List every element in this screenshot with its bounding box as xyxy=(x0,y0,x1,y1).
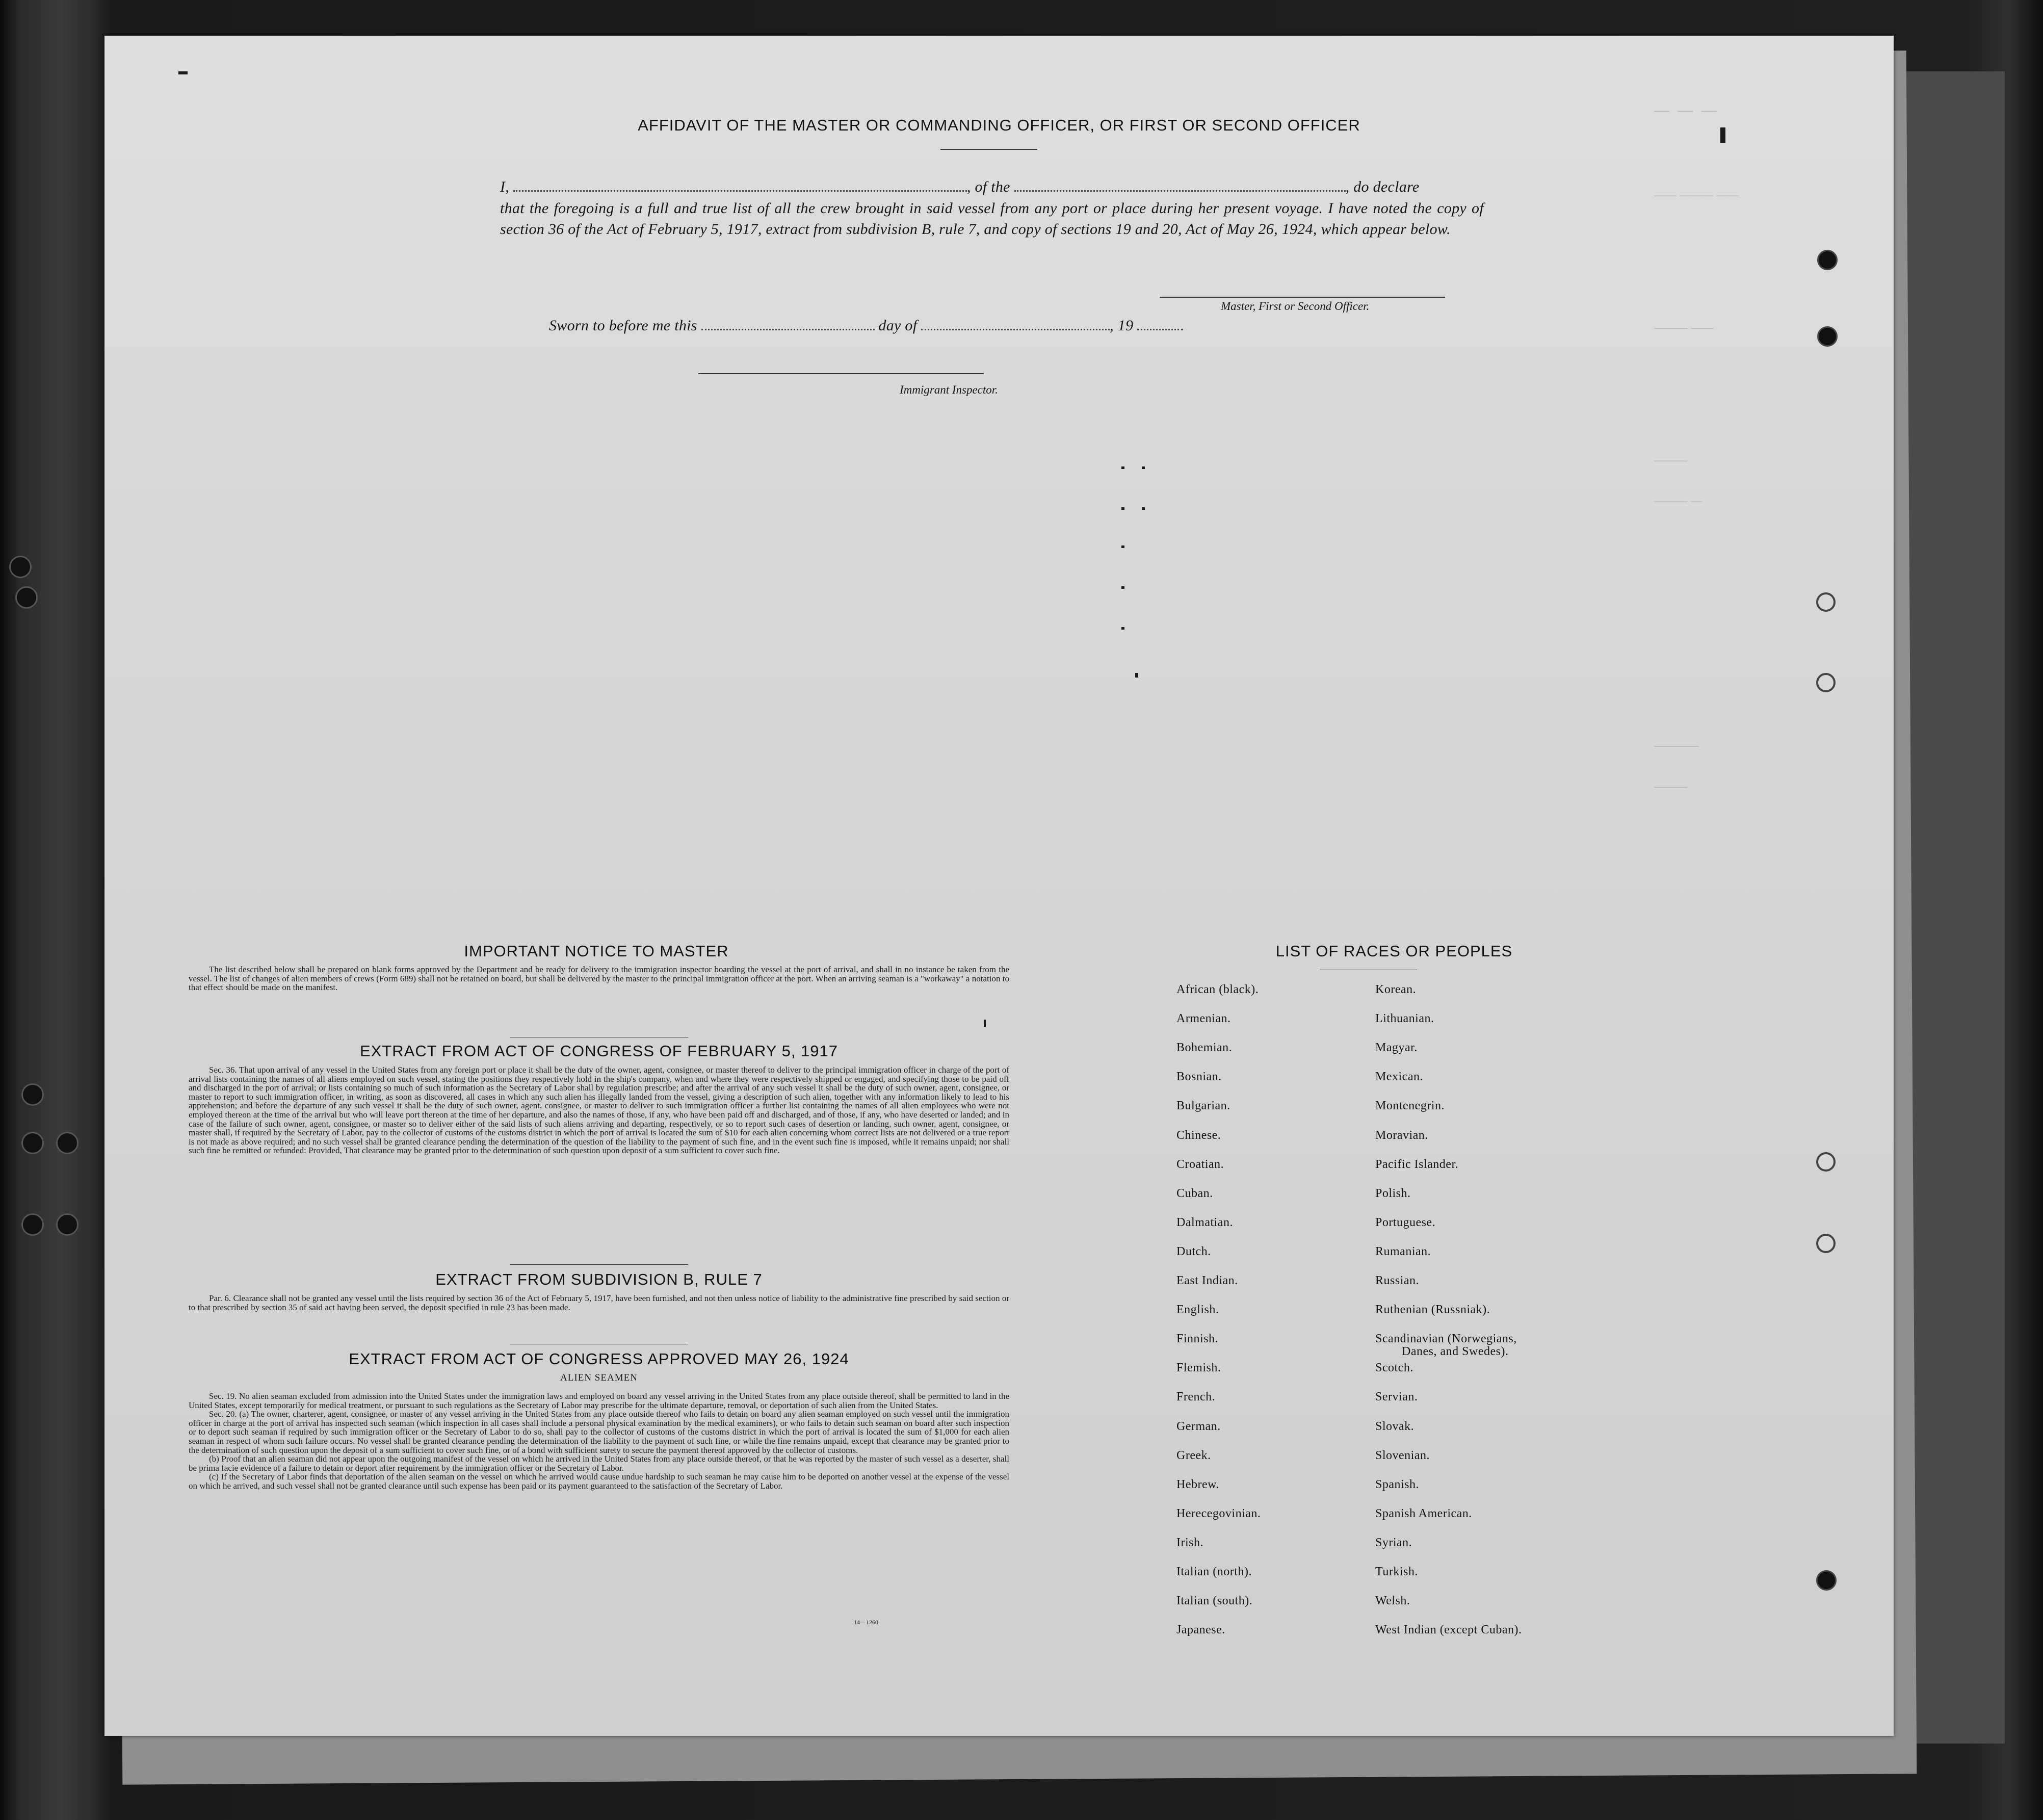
race-item: Spanish American. xyxy=(1375,1506,1472,1520)
sworn-month-field[interactable] xyxy=(921,324,1110,330)
race-item: Italian (north). xyxy=(1176,1565,1252,1578)
name-field[interactable] xyxy=(513,185,967,192)
race-item: Russian. xyxy=(1375,1274,1420,1287)
extract2-body xyxy=(189,1294,1009,1312)
stray-mark xyxy=(1142,507,1145,510)
binder-hole xyxy=(21,1132,44,1154)
punch-hole xyxy=(1816,673,1836,692)
binder-hole xyxy=(9,556,32,578)
bleed-through-text: —— ——— —— xyxy=(1654,189,1739,201)
signature-caption: Master, First or Second Officer. xyxy=(1221,300,1370,313)
race-item: Welsh. xyxy=(1375,1594,1410,1608)
punch-hole xyxy=(1817,326,1838,347)
race-item: Slovenian. xyxy=(1375,1448,1430,1462)
races-title: LIST OF RACES OR PEOPLES xyxy=(1275,942,1513,960)
notice-body xyxy=(189,965,1009,992)
race-item: Portuguese. xyxy=(1375,1215,1436,1229)
race-item: Chinese. xyxy=(1176,1128,1221,1142)
race-item: Herecegovinian. xyxy=(1176,1506,1261,1520)
race-item: Japanese. xyxy=(1176,1623,1225,1637)
race-item: Hebrew. xyxy=(1176,1477,1219,1491)
extract3-sec20c: (c) If the Secretary of Labor finds that deportation of the alien seaman on the vessel on which he arrived would cause undue hardship to such seaman he may cause him to be deported on another vessel at the expense of the vessel on which he arrived, and such vessel shall not be granted clearance until such expense has been paid or its payment guaranteed to the satisfaction of the Secretary of Labor. xyxy=(189,1472,1009,1491)
race-item: Rumanian. xyxy=(1375,1244,1431,1258)
inspector-caption: Immigrant Inspector. xyxy=(900,383,998,396)
sworn-year-label: , 19 xyxy=(1110,317,1134,334)
race-item: Slovak. xyxy=(1375,1419,1415,1433)
race-item: Irish. xyxy=(1176,1536,1203,1549)
bleed-through-text: ——— — xyxy=(1654,495,1702,507)
race-item: English. xyxy=(1176,1303,1219,1317)
extract3-sec20b: (b) Proof that an alien seaman did not appear upon the outgoing manifest of the vessel on which he arrived in the United States from any place outside thereof, or that he was reported by the master of such vessel as a deserter, shall be prima facie evidence of a failure to detain or deport after requirement by the immigration officer or the Secretary of Labor. xyxy=(189,1454,1009,1473)
binder-hole xyxy=(21,1213,44,1236)
stray-mark xyxy=(1121,507,1124,510)
extract3-sec19: Sec. 19. No alien seaman excluded from admission into the United States under the immigration laws and employed on board any vessel arriving in the United States from any place outside thereof, shall be permitted to land in the United States, except temporarily for medical treatment, or pursuant to such regulations as the Secretary of Labor may prescribe for the ultimate departure, removal, or deportation of such alien from the United States. xyxy=(189,1391,1009,1410)
race-item: Bosnian. xyxy=(1176,1070,1222,1084)
sworn-prefix: Sworn to before me this xyxy=(549,317,697,334)
binder-hole xyxy=(56,1132,78,1154)
race-item: Magyar. xyxy=(1375,1041,1418,1055)
race-item: Polish. xyxy=(1375,1186,1411,1200)
race-item: Spanish. xyxy=(1375,1477,1420,1491)
stray-mark xyxy=(1121,466,1124,469)
affidavit-declare-label: , do declare xyxy=(1345,178,1420,195)
race-item: German. xyxy=(1176,1419,1221,1433)
race-item: West Indian (except Cuban). xyxy=(1375,1623,1522,1637)
race-item: Lithuanian. xyxy=(1375,1012,1434,1026)
stray-mark xyxy=(1121,586,1124,589)
title-underline xyxy=(940,149,1037,150)
punch-hole xyxy=(1816,1570,1837,1591)
extract3-sec20a: Sec. 20. (a) The owner, charterer, agent, consignee, or master of any vessel arriving in the United States from any place outside thereof who fails to detain on board any alien seaman employed on such vessel until the immigration officer in charge at the port of arrival has inspected such seaman (which inspection in all cases shall include a personal physical examination by the medical examiners), or who fails to detain such seaman on board after such inspection or to deport such seaman if required by such immigration officer or the Secretary of Labor to do so, shall pay to the collector of customs of the customs district in which the port of arrival is located the sum of $1,000 for each alien seaman in respect of whom such failure occurs. No vessel shall be granted clearance pending the determination of the liability to the payment of such fine, or while the fine remains unpaid, except that clearance may be granted prior to the determination of such question upon the deposit of a sum sufficient to cover such fine, or of a bond with sufficient surety to secure the payment thereof approved by the collector of customs. xyxy=(189,1409,1009,1455)
sworn-day-field[interactable] xyxy=(701,324,875,330)
inspector-signature-line[interactable] xyxy=(698,373,984,374)
stray-mark xyxy=(984,1020,986,1027)
race-item: Pacific Islander. xyxy=(1375,1157,1459,1171)
extract1-title: EXTRACT FROM ACT OF CONGRESS OF FEBRUARY 5, 1917 xyxy=(359,1042,839,1060)
punch-hole xyxy=(1816,592,1836,612)
race-item: Scotch. xyxy=(1375,1361,1413,1375)
form-number: 14—1260 xyxy=(854,1619,878,1626)
race-item-continuation: Danes, and Swedes). xyxy=(1402,1345,1509,1358)
race-item: Bohemian. xyxy=(1176,1041,1233,1055)
bleed-through-text: ——— xyxy=(1654,780,1688,793)
vessel-field[interactable] xyxy=(1014,185,1346,192)
extract1-text: Sec. 36. That upon arrival of any vessel in the United States from any foreign port or place it shall be the duty of the owner, agent, consignee, or master thereof to deliver to the principal immigration officer in charge of the port of arrival lists containing the names of all aliens employed on such vessel, stating the positions they respectively hold in the ship's company, when and where they were respectively shipped or engaged, and specifying those to be paid off and discharged in the port of arrival; or lists containing so much of such information as the Secretary of Labor shall by regulation prescribe; and after the arrival of any such vessel it shall be the duty of such owner, agent, consignee, or master to report to such immigration officer, in writing, as soon as discovered, all cases in which any such alien has illegally landed from the vessel, giving a description of such alien, together with any information likely to lead to his apprehension; and before the departure of any such vessel it shall be the duty of such owner, agent, consignee, or master to deliver to such immigration officer a further list containing the names of all alien employees who were not employed thereon at the time of the arrival but who will leave port thereon at the time of her departure, and also the names of those, if any, who have been paid off and discharged, and of those, if any, who have deserted or landed; and in case of the failure of such owner, agent, consignee, or master so to deliver either of the said lists of such aliens arriving and departing, respectively, or so to report such cases of desertion or landing, such owner, agent, consignee, or master shall, if required by the Secretary of Labor, pay to the collector of customs of the customs district in which the port of arrival is located the sum of $10 for each alien concerning whom correct lists are not delivered or a true report is not made as above required; and no such vessel shall be granted clearance pending the determination of the question of the liability to the payment of such fine, and in the event such fine is imposed, while it remains unpaid; nor shall such fine be remitted or refunded: Provided, That clearance may be granted prior to the determination of such question upon deposit of a sum sufficient to cover such fine. xyxy=(189,1065,1009,1156)
race-item: East Indian. xyxy=(1176,1274,1238,1287)
affidavit-i-label: I, xyxy=(500,178,510,195)
extract1-body xyxy=(189,1065,1009,1155)
binder-hole xyxy=(56,1213,78,1236)
race-item: French. xyxy=(1176,1390,1216,1404)
bleed-through-text: ——— xyxy=(1654,454,1688,466)
binder-hole xyxy=(15,586,38,609)
extract3-subtitle: ALIEN SEAMEN xyxy=(560,1372,638,1383)
stray-mark xyxy=(1142,466,1145,469)
stray-mark xyxy=(1121,545,1124,548)
affidavit-of-the-label: , of the xyxy=(966,178,1010,195)
document-page xyxy=(104,36,1894,1736)
race-item: Armenian. xyxy=(1176,1012,1231,1026)
race-item: Turkish. xyxy=(1375,1565,1418,1578)
race-item: Servian. xyxy=(1375,1390,1418,1404)
punch-hole xyxy=(1816,1152,1836,1172)
race-item: Scandinavian (Norwegians, xyxy=(1375,1332,1517,1346)
race-item: Cuban. xyxy=(1176,1186,1213,1200)
notice-text: The list described below shall be prepared on blank forms approved by the Department and be ready for delivery to the immigration inspector boarding the vessel at the port of arrival, and shall in no instance be taken from the vessel. The list of changes of alien members of crews (Form 689) shall not be retained on board, but shall be delivered by the master to the principal immigration officer at the port. When an arriving seaman is a "workaway" a notation to that effect should be made on the manifest. xyxy=(189,965,1009,993)
sworn-day-label: day of xyxy=(878,317,918,334)
extract3-body xyxy=(189,1392,1009,1491)
race-item: African (black). xyxy=(1176,983,1259,996)
affidavit-line1 xyxy=(500,176,1484,197)
stray-mark xyxy=(1135,673,1138,678)
sworn-year-field[interactable] xyxy=(1137,324,1183,330)
race-item: Finnish. xyxy=(1176,1332,1219,1346)
race-item: Dalmatian. xyxy=(1176,1215,1233,1229)
extract2-text: Par. 6. Clearance shall not be granted any vessel until the lists required by section 36 of the Act of February 5, 1917, have been furnished, and not then unless notice of liability to the administrative fine prescribed by said section or to that prescribed by section 35 of said act having been served, the deposit specified in rule 23 has been made. xyxy=(189,1293,1009,1312)
stray-mark xyxy=(178,71,188,74)
race-item: Montenegrin. xyxy=(1375,1099,1445,1113)
race-item: Croatian. xyxy=(1176,1157,1224,1171)
race-item: Flemish. xyxy=(1176,1361,1221,1375)
race-item: Italian (south). xyxy=(1176,1594,1253,1608)
race-item: Greek. xyxy=(1176,1448,1211,1462)
race-item: Mexican. xyxy=(1375,1070,1423,1084)
bleed-through-text: — — — xyxy=(1654,102,1719,119)
sworn-line xyxy=(549,315,1263,336)
race-item: Moravian. xyxy=(1375,1128,1428,1142)
race-item: Korean. xyxy=(1375,983,1417,996)
affidavit-title: AFFIDAVIT OF THE MASTER OR COMMANDING OFFICER, OR FIRST OR SECOND OFFICER xyxy=(638,116,1360,134)
race-item: Dutch. xyxy=(1176,1244,1211,1258)
binder-hole xyxy=(21,1083,44,1106)
section-divider xyxy=(510,1264,688,1265)
stray-mark xyxy=(1121,627,1124,630)
extract2-title: EXTRACT FROM SUBDIVISION B, RULE 7 xyxy=(435,1270,763,1288)
signature-line[interactable] xyxy=(1160,297,1445,298)
race-item: Ruthenian (Russniak). xyxy=(1375,1303,1490,1317)
notice-title: IMPORTANT NOTICE TO MASTER xyxy=(464,942,729,960)
affidavit-body: that the foregoing is a full and true list of all the crew brought in said vessel from any port or place during her present voyage. I have noted the copy of section 36 of the Act of February 5, 1917, extract from subdivision B, rule 7, and copy of sections 19 and 20, Act of May 26, 1924, which appear below. xyxy=(500,200,1484,238)
punch-hole xyxy=(1816,1234,1836,1253)
punch-hole xyxy=(1817,250,1838,270)
bleed-through-text: ———— xyxy=(1654,739,1699,752)
extract3-title: EXTRACT FROM ACT OF CONGRESS APPROVED MAY 26, 1924 xyxy=(349,1350,849,1368)
bleed-through-text: ——— —— xyxy=(1654,321,1714,334)
race-item: Bulgarian. xyxy=(1176,1099,1230,1113)
race-item: Syrian. xyxy=(1375,1536,1412,1549)
